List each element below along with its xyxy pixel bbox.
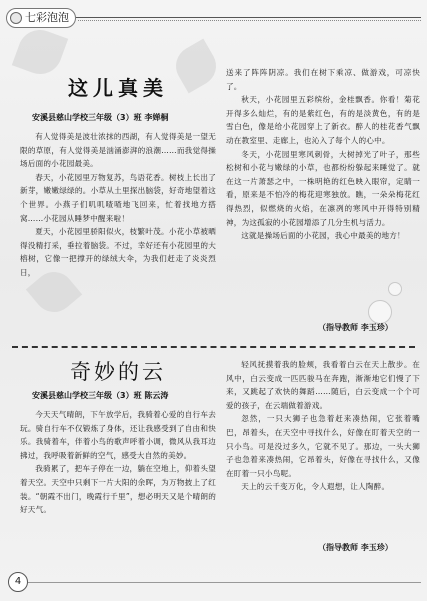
section-tab [6, 8, 76, 28]
article-2-title: 奇妙的云 [70, 360, 166, 384]
bubble-decoration [388, 282, 402, 296]
leaf-decoration [169, 39, 224, 94]
article-2-byline: 安溪县慈山学校三年级（3）班 陈云涛 [32, 391, 169, 400]
article-2-paragraph: 忽然，一只大狮子也急着赶来凑热闹，它张着嘴巴，昂着头，在天空中寻找什么，好像在盯着天空的一只小鸟。可是没过多久，它就不见了。那边，一头大狮子也急着来凑热闹，它昂着头，好像在寻找什么，又像在盯着一只小鸟呢。 [226, 414, 420, 478]
page-number: 4 [8, 572, 28, 592]
article-2-paragraph: 天上的云千变万化，令人遐想，让人陶醉。 [241, 482, 390, 492]
header-rule [76, 17, 421, 18]
article-1-right-column [226, 66, 420, 243]
article-1-teacher: （指导教师 李玉珍） [318, 323, 393, 332]
article-1-paragraph: 春天，小花园里万物复苏，鸟语花香。树枝上长出了新芽，嫩嫩绿绿的。小草从土里探出脑袋，好奇地望着这个世界。小燕子们叽叽喳喳地飞回来，忙着找地方搭窝……小花园从睡梦中醒来啦！ [20, 172, 216, 223]
article-1-paragraph: 夏天，小花园里骄阳似火，枝繁叶茂。小花小草被晒得没精打采，垂拉着脑袋。不过，幸好还有小花园里的大榕树，它像一把撑开的绿绒大伞，为我们赶走了炎炎烈日， [20, 227, 216, 277]
article-2-left-column [20, 408, 216, 517]
section-label: 七彩泡泡 [25, 11, 69, 24]
footer-rule [28, 582, 421, 583]
leaf-decoration [12, 24, 68, 80]
header-dotted-rule [78, 20, 421, 24]
article-2-paragraph: 我骑累了，把车子停在一边，躺在空地上，仰着头望着天空。天空中只剩下一片大阳的余晖，为万物披上了红装。“朝霞不出门，晚霞行千里”，想必明天又是个晴朗的好天气。 [20, 464, 216, 515]
bubble-decoration [368, 300, 392, 324]
article-2-paragraph: 轻风抚摸着我的脸颊，我看着白云在天上散步。在风中，白云变成一匹匹骏马在奔跑，渐渐地它们慢了下来，又跳起了欢快的舞蹈……随后，白云变成一个个可爱的孩子，在云端做着游戏。 [226, 360, 420, 410]
article-1-title: 这儿真美 [68, 76, 168, 100]
article-2-right-column [226, 358, 420, 494]
article-2-paragraph: 今天天气晴朗，下午放学后，我骑着心爱的自行车去玩。骑自行车不仅锻炼了身体，还让我感受到了自由和快乐。我骑着车，伴着小鸟的歌声呼着小调，微风从我耳边拂过，我呼吸着新鲜的空气，感受大自然的美妙。 [20, 410, 216, 460]
article-1-paragraph: 冬天，小花园里寒风刺骨，大树掉光了叶子，那些松树和小花与嫩绿的小草，也都纷纷躲起来睡觉了。就在这一片萧瑟之中，一株明艳的红色映入眼帘，定睛一看，原来是不怕冷的梅花迎寒独放。瞧，一朵朵梅花红得热烈，似燃烧的火焰，在凛冽的寒风中开得特别精神，为这孤寂的小花园增添了几分生机与活力。 [226, 149, 420, 227]
article-1-paragraph: 这就是操场后面的小花园，我心中最美的地方！ [241, 231, 405, 241]
article-1-paragraph: 有人觉得美是波壮浓抹的西湖，有人觉得美是一望无限的草原，有人觉得美是汹涌澎湃的浪潮……而我觉得操场后面的小花园最美。 [20, 132, 216, 169]
article-1-paragraph: 送来了阵阵阴凉。我们在树下乘凉、做游戏，可凉快了。 [226, 68, 420, 91]
article-1-paragraph: 秋天，小花园里五彩缤纷，金桂飘香。你看！菊花开得多么灿烂，有的是紫红色，有的是淡黄色，有的是雪白色，像是给小花园穿上了新衣。醉人的桂花香气飘动在教室里、走廊上，也沁入了每个人的心中。 [226, 95, 420, 145]
article-1-byline: 安溪县慈山学校三年级（3）班 李婵桐 [32, 113, 169, 122]
article-1-left-column [20, 130, 216, 280]
article-2-teacher: （指导教师 李玉珍） [318, 543, 393, 552]
ring-icon [10, 12, 22, 24]
article-divider [12, 346, 415, 348]
